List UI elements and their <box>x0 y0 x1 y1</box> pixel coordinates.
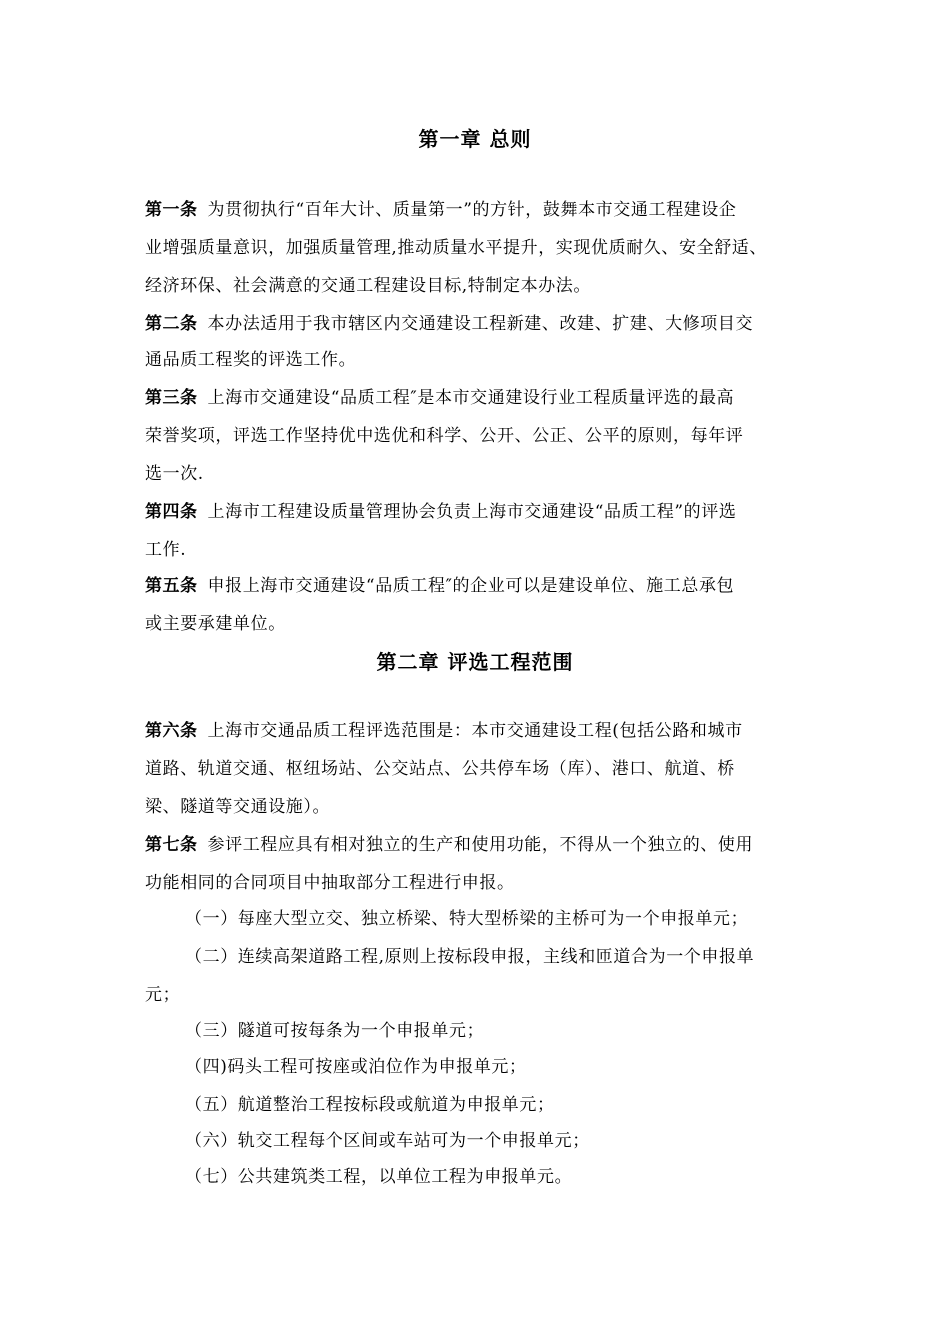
article-2-line-2: 通品质工程奖的评选工作。 <box>145 350 357 370</box>
article-5-label: 第五条 <box>145 576 198 596</box>
list-item: （七）公共建筑类工程，以单位工程为申报单元。 <box>185 1167 573 1187</box>
list-item: （五）航道整治工程按标段或航道为申报单元； <box>185 1095 555 1115</box>
article-2-text-1: 本办法适用于我市辖区内交通建设工程新建、改建、扩建、大修项目交 <box>207 314 754 334</box>
article-3-text-1: 上海市交通建设“品质工程″是本市交通建设行业工程质量评选的最高 <box>207 388 735 408</box>
list-item-continuation: 元； <box>145 985 181 1005</box>
article-6-text-1: 上海市交通品质工程评选范围是：本市交通建设工程(包括公路和城市 <box>207 721 743 741</box>
article-4-label: 第四条 <box>145 502 198 522</box>
article-3-line-1 <box>145 386 734 410</box>
article-3-line-2: 荣誉奖项，评选工作坚持优中选优和科学、公开、公正、公平的原则，每年评 <box>145 426 744 446</box>
article-6-line-2: 道路、轨道交通、枢纽场站、公交站点、公共停车场（库）、港口、航道、桥 <box>145 759 735 779</box>
article-5-line-2: 或主要承建单位。 <box>145 614 286 634</box>
article-6-label: 第六条 <box>145 721 198 741</box>
article-6-line-1 <box>145 719 743 743</box>
list-item: （一）每座大型立交、独立桥梁、特大型桥梁的主桥可为一个申报单元； <box>185 909 749 929</box>
list-item: （四)码头工程可按座或泊位作为申报单元； <box>185 1057 527 1077</box>
article-1-label: 第一条 <box>145 200 198 220</box>
chapter-2-title: 第二章 评选工程范围 <box>376 650 574 674</box>
article-1-line-1 <box>145 198 736 222</box>
article-7-line-2: 功能相同的合同项目中抽取部分工程进行申报。 <box>145 873 515 893</box>
article-4-text-1: 上海市工程建设质量管理协会负责上海市交通建设“品质工程”的评选 <box>207 502 737 522</box>
article-7-line-1 <box>145 833 753 857</box>
list-item: （三）隧道可按每条为一个申报单元； <box>185 1021 485 1041</box>
article-7-label: 第七条 <box>145 835 198 855</box>
list-item: （二）连续高架道路工程,原则上按标段申报，主线和匝道合为一个申报单 <box>185 947 755 967</box>
article-6-line-3: 梁、隧道等交通设施）。 <box>145 797 331 817</box>
article-1-line-3: 经济环保、社会满意的交通工程建设目标,特制定本办法。 <box>145 276 592 296</box>
article-3-line-3: 选一次. <box>145 464 204 484</box>
article-7-text-1: 参评工程应具有相对独立的生产和使用功能，不得从一个独立的、使用 <box>207 835 754 855</box>
article-2-label: 第二条 <box>145 314 198 334</box>
article-4-line-1 <box>145 500 736 524</box>
list-item: （六）轨交工程每个区间或车站可为一个申报单元； <box>185 1131 590 1151</box>
article-3-label: 第三条 <box>145 388 198 408</box>
article-4-line-2: 工作. <box>145 540 187 560</box>
article-1-line-2: 业增强质量意识，加强质量管理,推动质量水平提升，实现优质耐久、安全舒适、 <box>145 238 768 258</box>
article-5-line-1 <box>145 574 734 598</box>
article-5-text-1: 申报上海市交通建设“品质工程″的企业可以是建设单位、施工总承包 <box>207 576 735 596</box>
article-2-line-1 <box>145 312 753 336</box>
chapter-1-title: 第一章 总则 <box>418 127 532 151</box>
article-1-text-1: 为贯彻执行“百年大计、质量第一”的方针，鼓舞本市交通工程建设企 <box>207 200 737 220</box>
